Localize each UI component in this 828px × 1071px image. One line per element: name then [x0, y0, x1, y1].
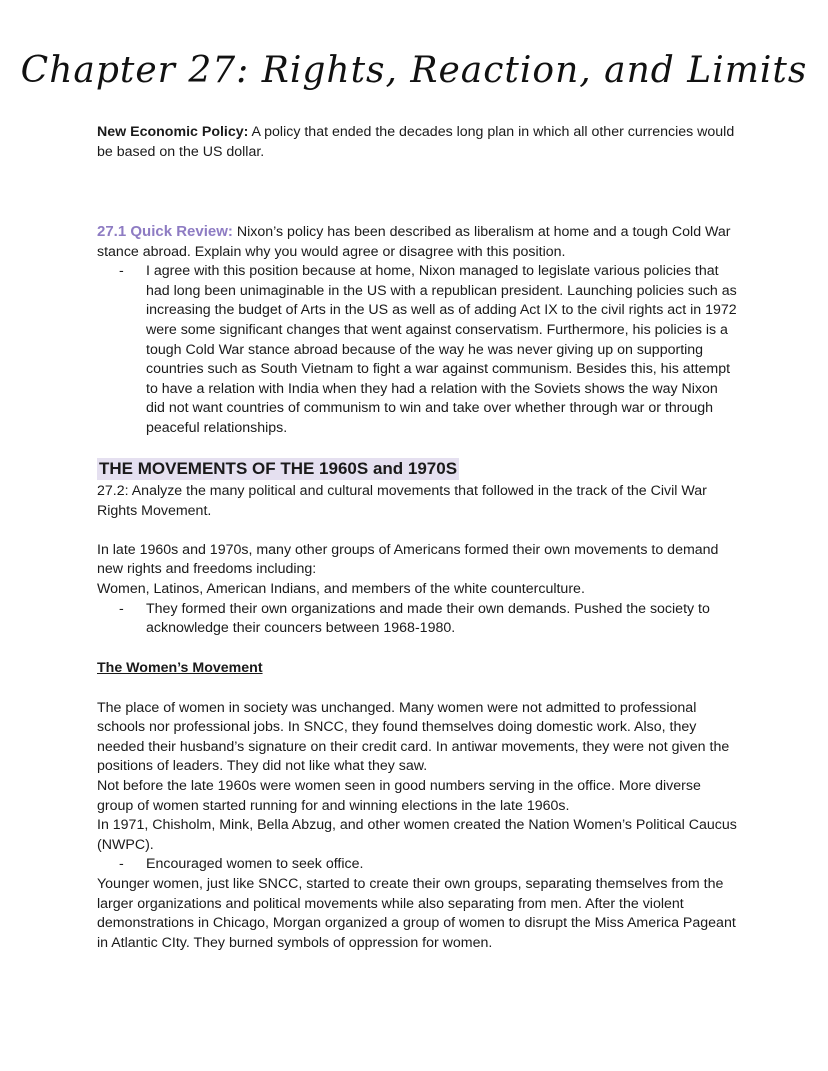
quick-review-answer — [97, 262, 737, 438]
movements-section — [97, 482, 737, 639]
quick-review — [97, 222, 737, 439]
section-heading: THE MOVEMENTS OF THE 1960S and 1970S — [99, 459, 458, 478]
quick-review-label: 27.1 Quick Review: — [97, 223, 233, 240]
nep-term: New Economic Policy: — [97, 124, 249, 140]
movements-groups: Women, Latinos, American Indians, and members of the white counterculture. — [97, 580, 585, 597]
bullet-dash: - — [119, 263, 124, 280]
women-paragraph-4: Younger women, just like SNCC, started to create their own groups, separating themselves from the larger organizations and political movements while also separating from men. After the violent demonstrations in Chicago, Morgan organized a group of women to disrupt the Miss America Pageant in Atlantic CIty. They burned symbols of oppression for women. — [97, 875, 736, 951]
women-paragraph-1: The place of women in society was unchanged. Many women were not admitted to professional schools nor professional jobs. In SNCC, they found themselves doing domestic work. Also, they needed their husband’s signature on their credit card. In antiwar movements, they were not given the positions of leaders. They did not like what they saw. — [97, 699, 730, 775]
women-paragraph-2: Not before the late 1960s were women seen in good numbers serving in the office. More diverse group of women started running for and winning elections in the late 1960s. — [97, 777, 701, 814]
bullet-dash: - — [119, 856, 124, 873]
nep-text: A policy that ended the decades long plan in which all other currencies would be based on the US dollar. — [97, 124, 735, 160]
women-bullet-text: Encouraged women to seek office. — [146, 856, 364, 873]
section-objective: 27.2: Analyze the many political and cultural movements that followed in the track of the Civil War Rights Movement. — [97, 483, 707, 519]
women-bullet — [97, 855, 737, 875]
subsection-heading: The Women’s Movement — [97, 660, 263, 676]
movements-bullet — [97, 600, 737, 639]
movements-intro: In late 1960s and 1970s, many other groups of Americans formed their own movements to demand new rights and freedoms including: — [97, 541, 719, 578]
page-title: Chapter 27: Rights, Reaction, and Limits — [20, 50, 808, 91]
nep-definition — [97, 123, 737, 162]
women-paragraph-3: In 1971, Chisholm, Mink, Bella Abzug, and other women created the Nation Women’s Political Caucus (NWPC). — [97, 817, 737, 853]
answer-text: I agree with this position because at home, Nixon managed to legislate various policies that had long been unimaginable in the US with a republican president. Launching policies such as increasing the budget of Arts in the US as well as of adding Act IX to the civil rights act in 1972 were some significant changes that went against conservatism. Furthermore, his policies is a tough Cold War stance abroad because of the way he was never giving up on supporting countries such as South Vietnam to fight a war against communism. Besides this, his attempt to have a relation with India when they had a relation with the Soviets shows the way Nixon did not want countries of communism to win and take over whether through war or through peaceful relationships. — [146, 263, 737, 436]
womens-movement — [97, 659, 737, 953]
quick-review-prompt — [97, 222, 737, 262]
movements-bullet-text: They formed their own organizations and made their own demands. Pushed the society to acknowledge their councers between 1968-1980. — [146, 600, 710, 637]
bullet-dash: - — [119, 600, 124, 617]
quick-review-question: Nixon’s policy has been described as liberalism at home and a tough Cold War stance abroad. Explain why you would agree or disagree with this position. — [97, 224, 731, 260]
